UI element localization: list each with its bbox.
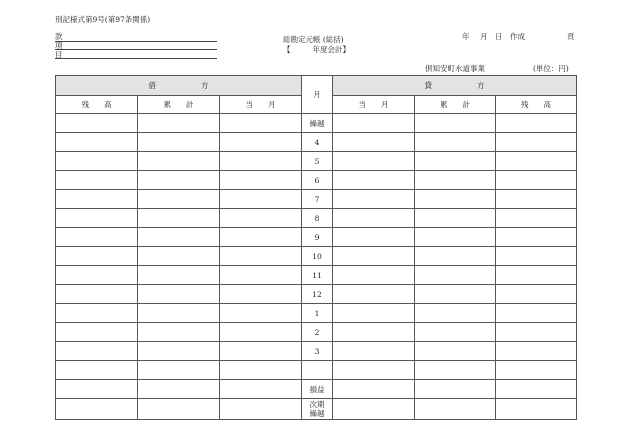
amount-cell [496,266,577,285]
side-line-kan [55,41,217,42]
ledger-body [56,114,577,420]
amount-cell [496,133,577,152]
month-cell: 9 [302,228,333,247]
side-line-moku [55,58,217,59]
amount-cell [333,380,415,399]
amount-cell [415,133,496,152]
amount-cell [333,114,415,133]
amount-cell [415,190,496,209]
month-cell: 7 [302,190,333,209]
amount-cell [138,399,220,420]
table-row [56,323,577,342]
amount-cell [138,190,220,209]
organization: 倶知安町水道事業 [425,64,485,73]
amount-cell [415,209,496,228]
amount-cell [56,266,138,285]
amount-cell [496,399,577,420]
month-cell: 10 [302,247,333,266]
debit-col-balance: 残 高 [56,96,138,114]
amount-cell [138,152,220,171]
amount-cell [220,190,302,209]
amount-cell [496,190,577,209]
date-day: 日 [495,32,503,41]
amount-cell [333,285,415,304]
amount-cell [333,266,415,285]
amount-cell [415,285,496,304]
amount-cell [220,285,302,304]
amount-cell [333,133,415,152]
side-line-kou [55,49,217,50]
unit-label: (単位：円) [533,64,569,73]
table-row [56,304,577,323]
table-row [56,228,577,247]
amount-cell [220,361,302,380]
date-year: 年 [462,32,470,41]
amount-cell [56,399,138,420]
month-cell: 1 [302,304,333,323]
amount-cell [496,152,577,171]
amount-cell [333,361,415,380]
amount-cell [415,304,496,323]
debit-col-cumulative: 累 計 [138,96,220,114]
page-label: 頁 [567,32,575,41]
table-row [56,380,577,399]
table-row [56,133,577,152]
amount-cell [220,209,302,228]
amount-cell [138,361,220,380]
amount-cell [138,266,220,285]
ledger-table [55,75,577,420]
amount-cell [496,209,577,228]
form-id: 別記様式第9号(第97条関係) [55,15,151,24]
table-row [56,190,577,209]
amount-cell [138,114,220,133]
amount-cell [333,228,415,247]
amount-cell [138,171,220,190]
amount-cell [56,114,138,133]
credit-col-current: 当 月 [333,96,415,114]
month-cell: 3 [302,342,333,361]
amount-cell [220,399,302,420]
table-row [56,361,577,380]
amount-cell [415,266,496,285]
amount-cell [333,304,415,323]
amount-cell [333,247,415,266]
amount-cell [138,247,220,266]
amount-cell [415,247,496,266]
table-row [56,247,577,266]
debit-header: 借 方 [56,76,302,96]
amount-cell [415,114,496,133]
fiscal-year-line [283,44,350,55]
amount-cell [496,247,577,266]
amount-cell [415,380,496,399]
amount-cell [496,171,577,190]
amount-cell [138,285,220,304]
amount-cell [138,342,220,361]
amount-cell [496,304,577,323]
date-made: 作成 [510,32,525,41]
credit-col-balance: 残 高 [496,96,577,114]
table-row [56,171,577,190]
amount-cell [333,342,415,361]
table-row [56,342,577,361]
amount-cell [333,399,415,420]
amount-cell [496,342,577,361]
amount-cell [333,209,415,228]
amount-cell [220,342,302,361]
table-row [56,285,577,304]
amount-cell [138,304,220,323]
month-cell: 繰越 [302,114,333,133]
amount-cell [415,323,496,342]
amount-cell [56,285,138,304]
amount-cell [496,323,577,342]
table-row [56,152,577,171]
month-cell: 5 [302,152,333,171]
month-cell: 11 [302,266,333,285]
amount-cell [220,152,302,171]
amount-cell [56,247,138,266]
amount-cell [415,171,496,190]
bracket-open: 【 [283,45,291,54]
credit-col-cumulative: 累 計 [415,96,496,114]
amount-cell [56,190,138,209]
amount-cell [220,266,302,285]
month-cell: 次期 繰越 [302,399,333,420]
debit-col-current: 当 月 [220,96,302,114]
amount-cell [56,380,138,399]
amount-cell [220,114,302,133]
month-header: 月 [302,76,333,114]
month-cell: 8 [302,209,333,228]
amount-cell [220,380,302,399]
date-month: 月 [480,32,488,41]
amount-cell [56,133,138,152]
side-label-kou: 項 [55,41,63,50]
month-cell: 2 [302,323,333,342]
month-cell: 4 [302,133,333,152]
amount-cell [220,323,302,342]
table-row [56,399,577,420]
table-row [56,209,577,228]
amount-cell [138,380,220,399]
amount-cell [496,228,577,247]
amount-cell [56,228,138,247]
fiscal-year-label: 年度会計】 [312,45,350,54]
table-row [56,266,577,285]
month-cell: 6 [302,171,333,190]
amount-cell [56,209,138,228]
amount-cell [138,228,220,247]
credit-header: 貸 方 [333,76,577,96]
amount-cell [56,304,138,323]
amount-cell [56,323,138,342]
month-cell: 損益 [302,380,333,399]
amount-cell [415,342,496,361]
amount-cell [415,399,496,420]
amount-cell [333,323,415,342]
amount-cell [220,133,302,152]
ledger-title: 総勘定元帳 (総括) [283,35,344,44]
amount-cell [496,285,577,304]
amount-cell [220,228,302,247]
amount-cell [220,304,302,323]
amount-cell [220,171,302,190]
amount-cell [56,171,138,190]
amount-cell [415,361,496,380]
amount-cell [138,323,220,342]
amount-cell [56,342,138,361]
amount-cell [496,361,577,380]
amount-cell [138,133,220,152]
amount-cell [56,361,138,380]
side-label-kan: 款 [55,32,63,41]
amount-cell [56,152,138,171]
amount-cell [496,114,577,133]
table-row [56,114,577,133]
month-cell [302,361,333,380]
amount-cell [415,228,496,247]
amount-cell [220,247,302,266]
amount-cell [496,380,577,399]
amount-cell [415,152,496,171]
amount-cell [333,171,415,190]
side-label-moku: 目 [55,50,63,59]
month-cell: 12 [302,285,333,304]
amount-cell [333,190,415,209]
amount-cell [138,209,220,228]
amount-cell [333,152,415,171]
